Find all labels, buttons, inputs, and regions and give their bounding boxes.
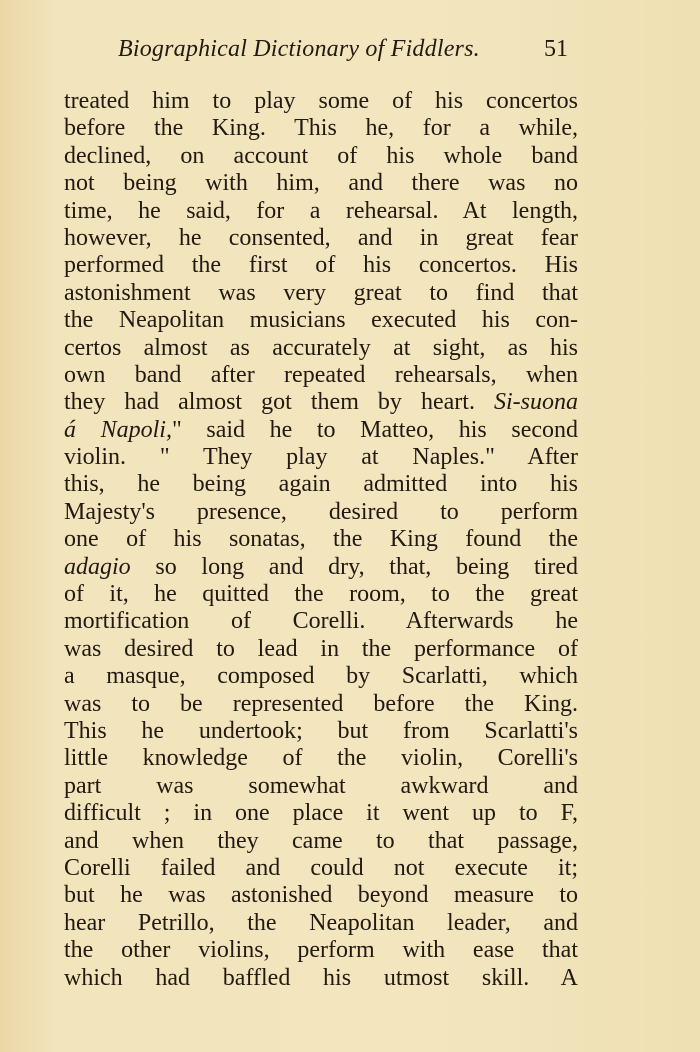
text-line: Corelli failed and could not execute it; [64,854,578,881]
text-line: time, he said, for a rehearsal. At length, [64,197,578,224]
text-segment: " said he to Matteo, his second [171,416,578,443]
text-line: which had baffled his utmost skill. A [64,964,578,991]
text-line: a masque, composed by Scarlatti, which [64,663,578,690]
text-line [64,389,578,416]
running-title: Biographical Dictionary of Fiddlers. [118,36,480,62]
text-line: treated him to play some of his concertos [64,88,578,114]
text-line: mortification of Corelli. Afterwards he [64,608,578,635]
text-line: this, he being again admitted into his [64,471,578,498]
text-line: astonishment was very great to find that [64,279,578,306]
italic-phrase: Si-suona [494,389,578,416]
text-segment: so long and dry, that, being tired [130,553,578,580]
text-line: was desired to lead in the performance of [64,635,578,662]
text-line [64,417,578,444]
text-line: little knowledge of the violin, Corelli's [64,745,578,772]
text-line [64,554,578,581]
text-line: violin. " They play at Naples." After [64,444,578,471]
text-line: This he undertook; but from Scarlatti's [64,717,578,744]
text-line: hear Petrillo, the Neapolitan leader, and [64,909,578,936]
text-line: and when they came to that passage, [64,827,578,854]
text-line: the Neapolitan musicians executed his con- [64,307,578,334]
body-text [64,88,578,992]
italic-word: adagio [64,553,131,580]
text-line: certos almost as accurately at sight, as his [64,334,578,361]
page-number: 51 [544,36,568,62]
text-line: but he was astonished beyond measure to [64,882,578,909]
text-line: the other violins, perform with ease that [64,937,578,964]
text-line: own band after repeated rehearsals, when [64,361,578,388]
text-line: was to be represented before the King. [64,690,578,717]
page-header [118,34,578,70]
text-line: of it, he quitted the room, to the great [64,581,578,608]
text-segment: they had almost got them by heart. [64,389,475,416]
text-line: performed the first of his concertos. His [64,252,578,279]
text-line: one of his sonatas, the King found the [64,526,578,553]
text-line: part was somewhat awkward and [64,772,578,799]
text-line: declined, on account of his whole band [64,142,578,169]
text-line: Majesty's presence, desired to perform [64,498,578,525]
text-line: difficult ; in one place it went up to F, [64,800,578,827]
text-line: before the King. This he, for a while, [64,115,578,142]
text-line: however, he consented, and in great fear [64,224,578,251]
text-line: not being with him, and there was no [64,170,578,197]
italic-phrase: á Napoli, [64,416,172,443]
